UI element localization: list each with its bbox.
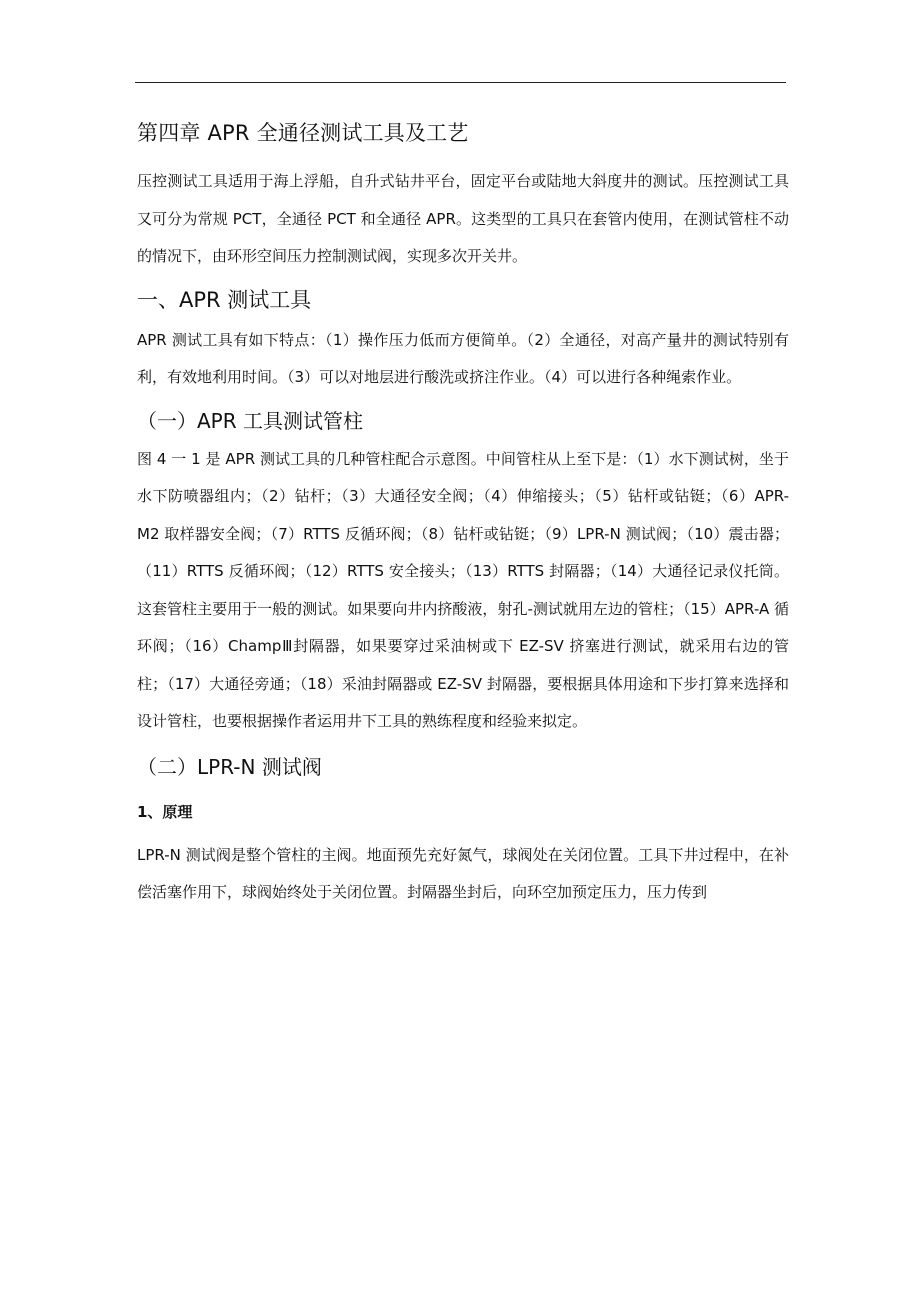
section-apr-heading: 一、APR 测试工具 [137,287,312,312]
header-rule [135,82,786,83]
intro-paragraph: 压控测试工具适用于海上浮船，自升式钻井平台，固定平台或陆地大斜度井的测试。压控测试工具又可分为常规 PCT，全通径 PCT 和全通径 APR。这类型的工具只在套管内使用，在测试管柱不动的情况下，由环形空间压力控制测试阀，实现多次开关井。 [137,172,789,265]
chapter-title: 第四章 APR 全通径测试工具及工艺 [137,121,469,145]
principle-heading: 1、原理 [137,802,193,821]
section-apr-paragraph: APR 测试工具有如下特点：（1）操作压力低而方便简单。（2）全通径，对高产量井的测试特别有利，有效地利用时间。（3）可以对地层进行酸洗或挤注作业。（4）可以进行各种绳索作业。 [137,330,789,386]
principle-paragraph: LPR-N 测试阀是整个管柱的主阀。地面预先充好氮气，球阀处在关闭位置。工具下井过程中，在补偿活塞作用下，球阀始终处于关闭位置。封隔器坐封后，向环空加预定压力，压力传到 [137,845,789,901]
subsection-pipe-paragraph: 图 4 一 1 是 APR 测试工具的几种管柱配合示意图。中间管柱从上至下是：（1）水下测试树，坐于水下防喷器组内；（2）钻杆；（3）大通径安全阀；（4）伸缩接头；（5）钻杆或钻铤；（6）APR-M2 取样器安全阀；（7）RTTS 反循环阀；（8）钻杆或钻铤；（9）LPR-N 测试阀；（10）震击器；（11）RTTS 反循环阀；（12）RTTS 安全接头；（13）RTTS 封隔器；（14）大通径记录仪托筒。这套管柱主要用于一般的测试。如果要向井内挤酸液，射孔-测试就用左边的管柱；（15）APR-A 循环阀；（16）ChampⅢ封隔器，如果要穿过采油树或下 EZ-SV 挤塞进行测试，就采用右边的管柱；（17）大通径旁通；（18）采油封隔器或 EZ-SV 封隔器，要根据具体用途和下步打算来选择和设计管柱，也要根据操作者运用井下工具的熟练程度和经验来拟定。 [137,449,789,730]
subsection-lpr-heading: （二）LPR-N 测试阀 [137,754,322,779]
chapter-title-wrapper [137,117,789,155]
subsection-pipe-heading: （一）APR 工具测试管柱 [137,408,363,433]
document-body [137,117,789,912]
